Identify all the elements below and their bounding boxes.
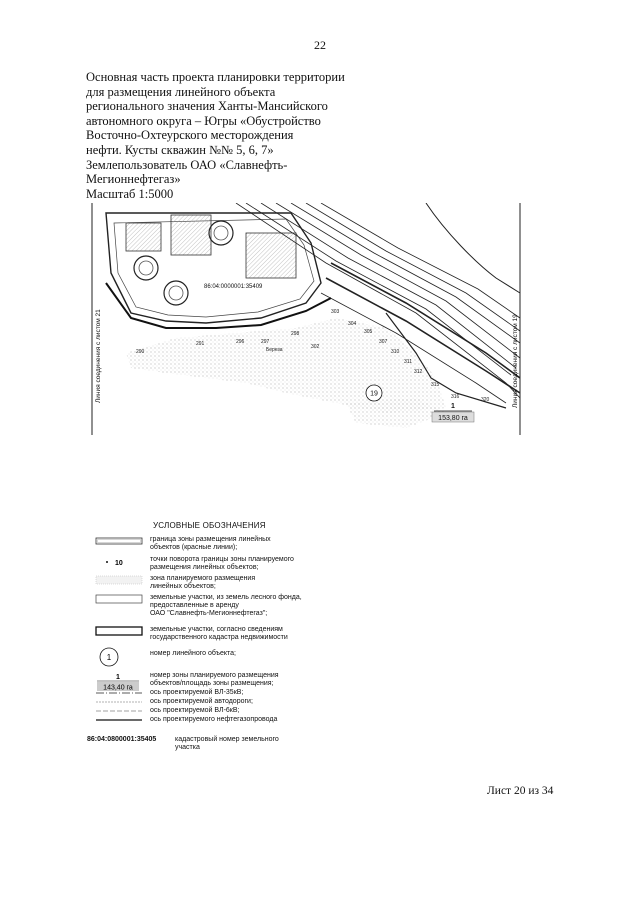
join-line-label-right: Линия соединения с листом 19: [512, 314, 519, 408]
point-label: 307: [379, 339, 388, 345]
cadastral-example: 86:04:0800001:35405: [87, 736, 157, 743]
point-label: 298: [291, 331, 300, 337]
point-label: 303: [331, 309, 340, 315]
svg-text:1: 1: [116, 674, 120, 681]
legend-title: УСЛОВНЫЕ ОБОЗНАЧЕНИЯ: [153, 521, 266, 530]
join-line-label-left: Линия соединения с листом 21: [95, 309, 102, 403]
svg-text:1: 1: [106, 653, 112, 662]
title-line: нефти. Кусты скважин №№ 5, 6, 7»: [86, 142, 274, 157]
title-line: Землепользователь ОАО «Славнефть-: [86, 157, 288, 172]
point-label: 312: [414, 369, 423, 375]
pipeline-axis-symbol: [95, 716, 143, 724]
title-line: для размещения линейного объекта: [86, 84, 276, 99]
point-label: 304: [348, 321, 357, 327]
title-line: Мегионнефтегаз»: [86, 172, 181, 187]
point-label: 316: [451, 394, 460, 400]
point-label: 310: [391, 349, 400, 355]
area-label: Береза: [266, 347, 283, 353]
planned-zone-symbol: [95, 575, 143, 585]
point-label: 302: [311, 344, 320, 350]
point-label: 296: [236, 339, 245, 345]
point-label: 320: [481, 397, 490, 403]
point-label: 291: [196, 341, 205, 347]
zone-area: 153,80 га: [438, 415, 468, 422]
scale-label: Масштаб 1:5000: [86, 186, 174, 201]
vl6-axis-symbol: [95, 707, 143, 715]
object-number: 19: [370, 390, 378, 398]
svg-text:143,40 га: 143,40 га: [103, 684, 133, 692]
title-line: Основная часть проекта планировки территории: [86, 70, 345, 84]
point-label: 315: [431, 382, 440, 388]
document-title: [86, 70, 356, 201]
zone-number: 1: [451, 403, 455, 410]
page-number: 22: [314, 38, 326, 52]
object-number-symbol: [95, 646, 143, 668]
turn-point-symbol: [95, 556, 143, 568]
point-label: 311: [404, 359, 412, 365]
title-line: автономного округа – Югры «Обустройство: [86, 113, 321, 128]
title-line: регионального значения Ханты-Мансийского: [86, 99, 328, 114]
svg-text:10: 10: [115, 560, 123, 567]
lease-plot-symbol: [95, 594, 143, 604]
point-label: 290: [136, 349, 145, 355]
title-line: Восточно-Охтеурского месторождения: [86, 128, 294, 143]
cadastral-number: 86:04:0000001:35409: [204, 284, 263, 290]
red-line-symbol: [95, 536, 143, 546]
vl35-axis-symbol: [95, 689, 143, 697]
road-axis-symbol: [95, 698, 143, 706]
cadastre-plot-symbol: [95, 626, 143, 636]
planning-map: [86, 203, 526, 435]
point-label: 297: [261, 339, 270, 345]
point-label: 305: [364, 329, 373, 335]
sheet-number: Лист 20 из 34: [487, 785, 554, 797]
